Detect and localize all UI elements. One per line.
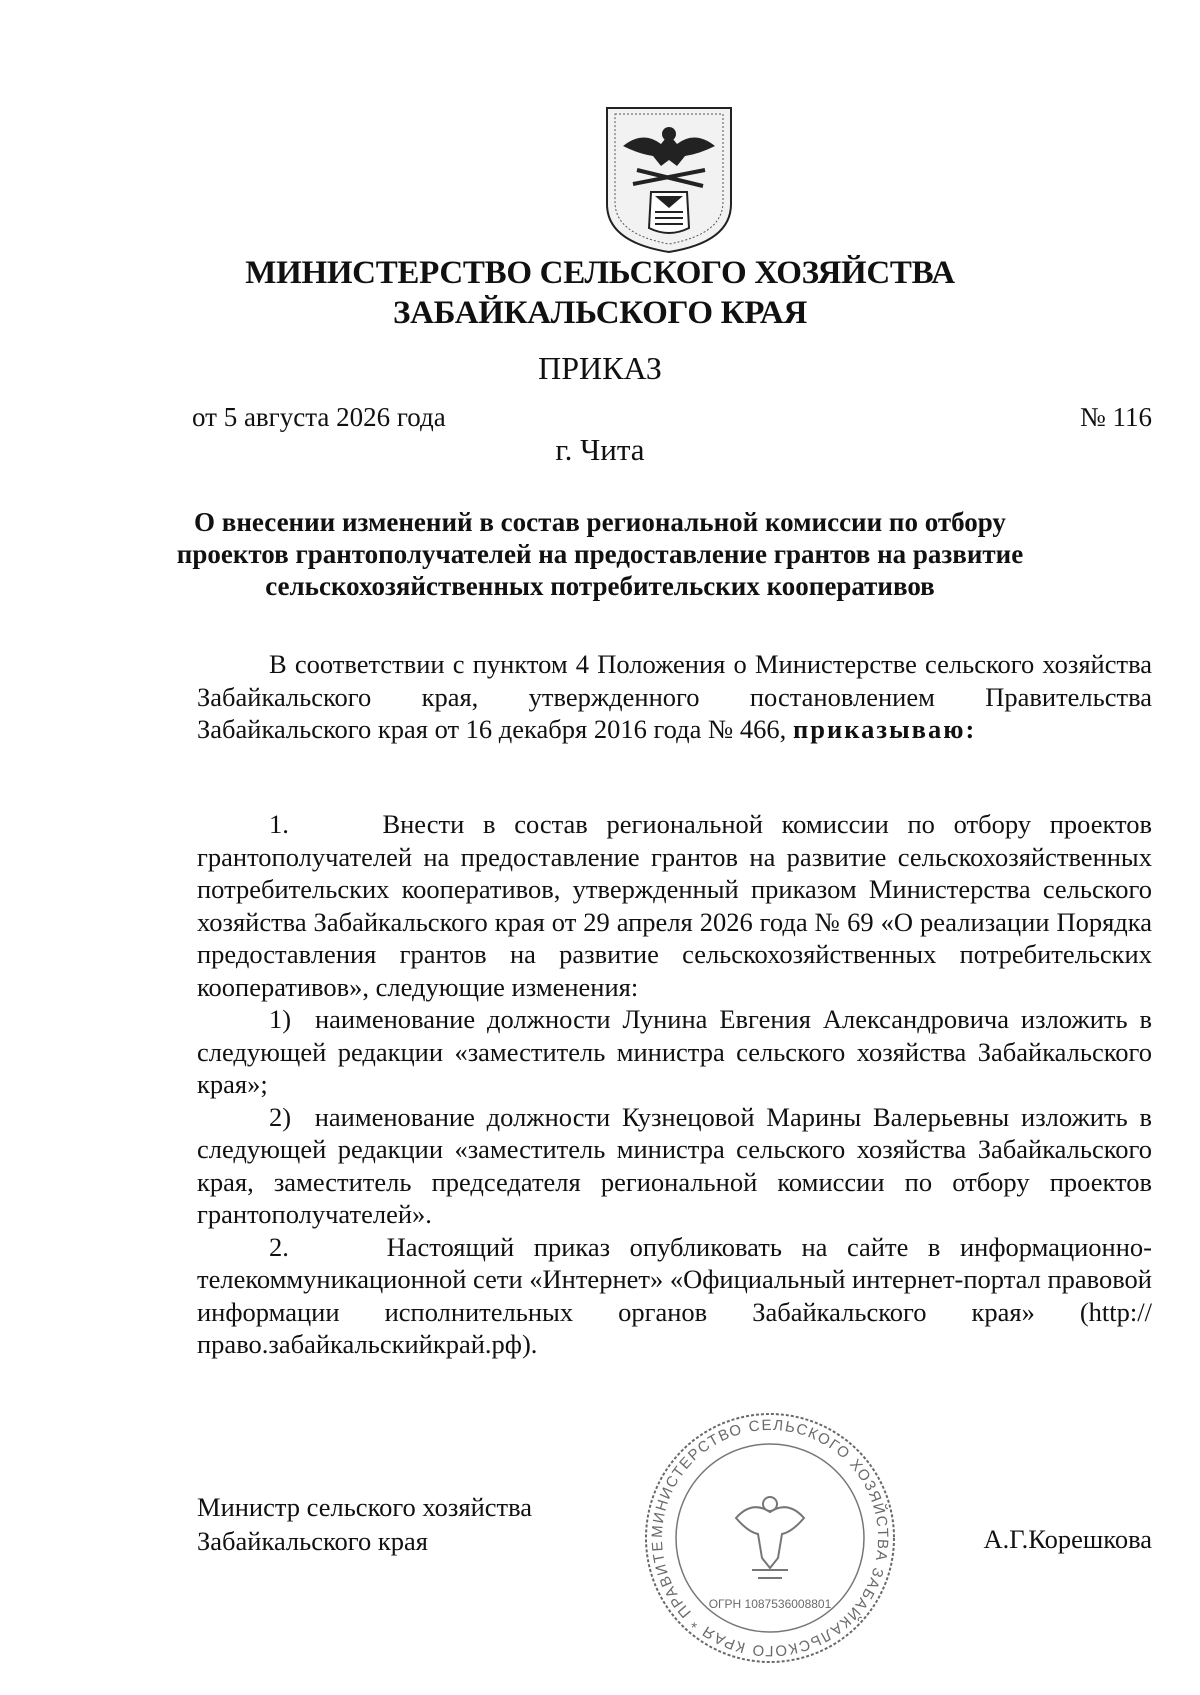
stamp-outer-text: МИНИСТЕРСТВО СЕЛЬСКОГО ХОЗЯЙСТВА ЗАБАЙКАЛЬСКОГО КРАЯ * ПРАВИТЕ <box>648 1416 892 1660</box>
subject-line: О внесении изменений в состав региональной комиссии по отбору <box>194 507 1006 537</box>
document-type: ПРИКАЗ <box>538 350 662 386</box>
preamble-emphasis: приказываю: <box>792 714 977 744</box>
subject-line: сельскохозяйственных потребительских кооперативов <box>265 571 935 601</box>
org-name-line2: ЗАБАЙКАЛЬСКОГО КРАЯ <box>392 295 807 331</box>
subject-line: проектов грантополучателей на предоставление грантов на развитие <box>176 539 1024 569</box>
item-2: 2. Настоящий приказ опубликовать на сайте в информационно-телекоммуникационной сети «Интернет» «Официальный интернет-портал правовой информации исполнительных органов Забайкальского края» (http://право.забайкальскийкрай.рф). <box>197 1231 1152 1359</box>
document-date: от 5 августа 2026 года <box>192 402 446 432</box>
document-city: г. Чита <box>555 432 645 467</box>
sub-item-1: 1) наименование должности Лунина Евгения Александровича изложить в следующей редакции «заместитель министра сельского хозяйства Забайкальского края»; <box>197 1004 1152 1099</box>
order-items <box>197 808 1152 1361</box>
coat-of-arms-icon <box>603 104 735 254</box>
official-stamp <box>640 1408 900 1668</box>
org-name-line1: МИНИСТЕРСТВО СЕЛЬСКОГО ХОЗЯЙСТВА <box>245 255 955 291</box>
preamble <box>197 648 1152 746</box>
signatory-title <box>197 1490 532 1558</box>
document-subject <box>140 506 1060 602</box>
signatory-title-line2: Забайкальского края <box>197 1526 428 1556</box>
item-1: 1. Внести в состав региональной комиссии по отбору проектов грантополучателей на предоставление грантов на развитие сельскохозяйственных потребительских кооперативов, утвержденный приказом Министерства сельского хозяйства Забайкальского края от 29 апреля 2026 года № 69 «О реализации Порядка предоставления грантов на развитие сельскохозяйственных потребительских кооперативов», следующие изменения: <box>197 809 1152 1002</box>
signatory-name: А.Г.Корешкова <box>983 1524 1152 1554</box>
eagle-icon <box>736 1497 804 1578</box>
preamble-text: В соответствии с пунктом 4 Положения о Министерстве сельского хозяйства Забайкальского края, утвержденного постановлением Правительства Забайкальского края от 16 декабря 2016 года № 466, <box>197 649 1152 744</box>
sub-item-2: 2) наименование должности Кузнецовой Марины Валерьевны изложить в следующей редакции «заместитель министра сельского хозяйства Забайкальского края, заместитель председателя региональной комиссии по отбору проектов грантополучателей». <box>197 1101 1152 1229</box>
document-number: № 116 <box>1079 402 1152 432</box>
stamp-ogrn: ОГРН 1087536008801 <box>708 1597 832 1611</box>
signatory-title-line1: Министр сельского хозяйства <box>197 1492 533 1522</box>
